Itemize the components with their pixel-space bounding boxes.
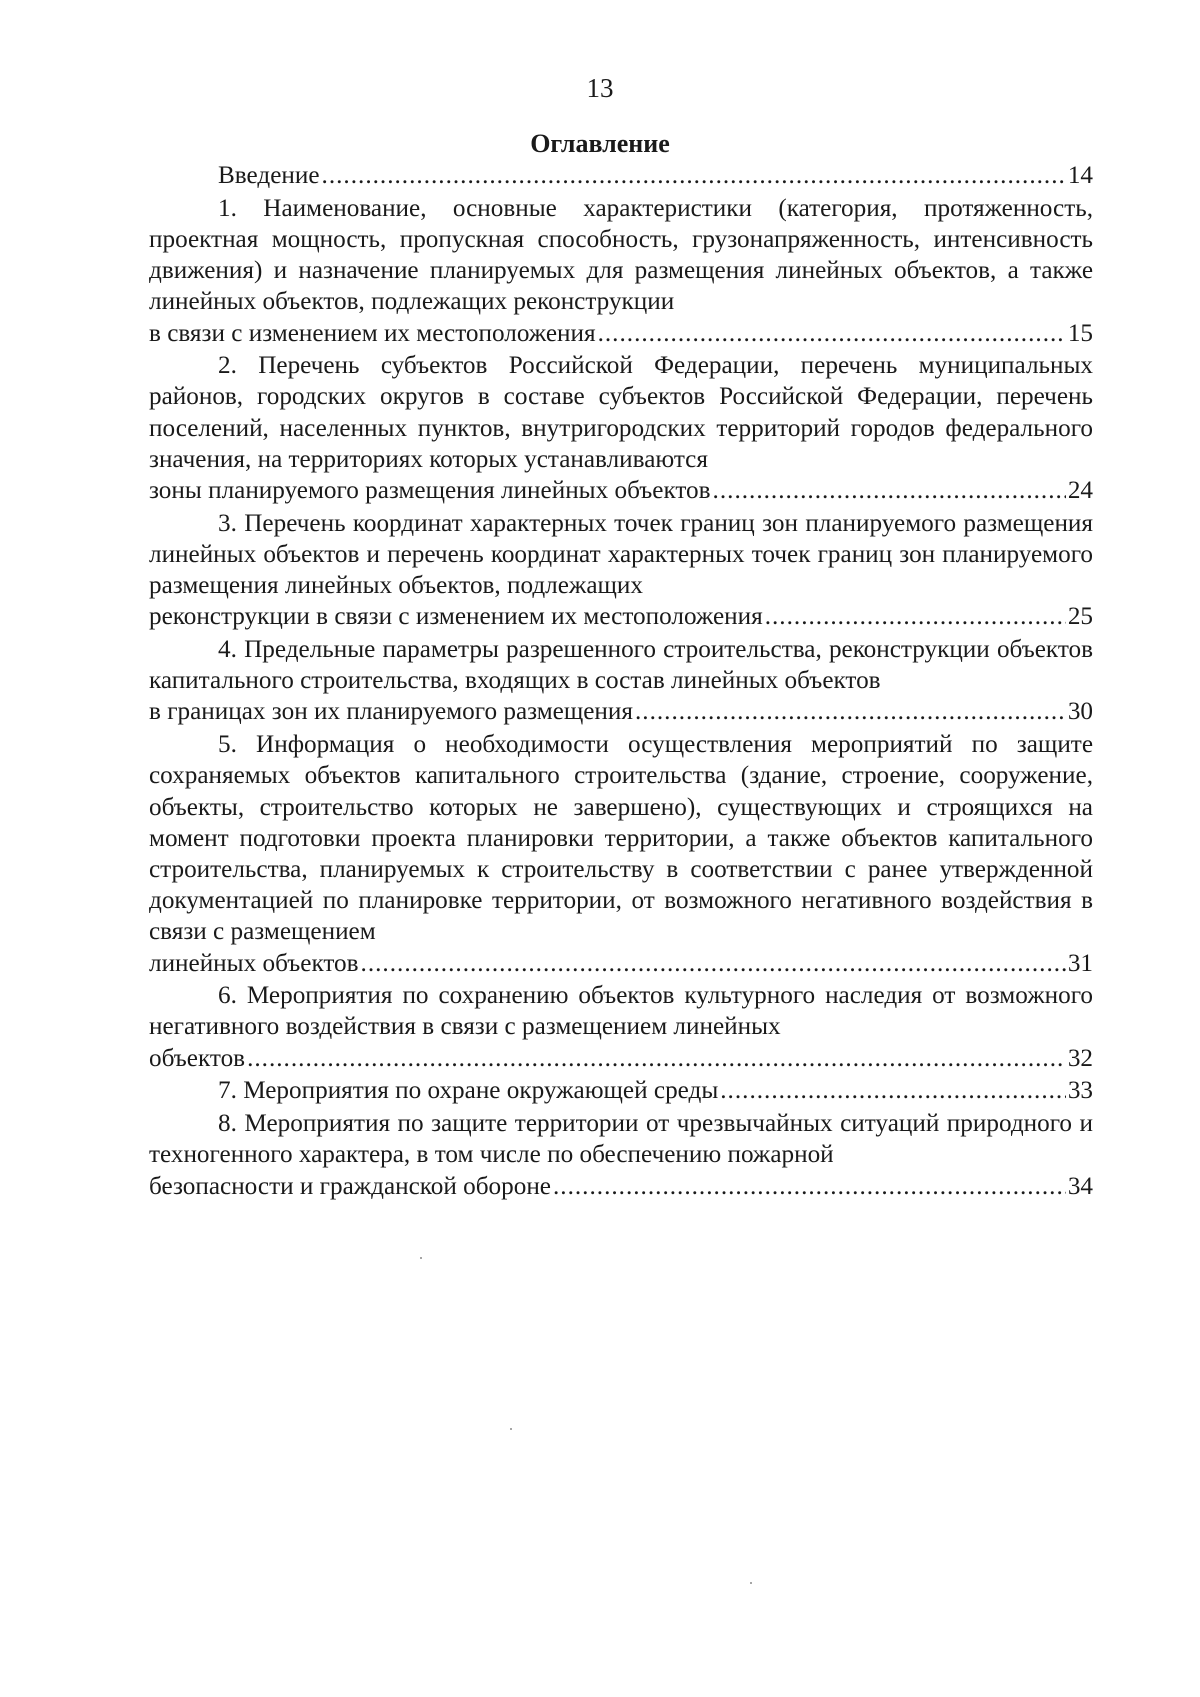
toc-entry-text: 5. Информация о необходимости осуществления мероприятий по защите сохраняемых объектов капитального строительства (здание, строение, сооружение, объекты, строительство которых не завершено), существующих и строящихся на момент подготовки проекта планировки территории, а также объектов капитального строительства, планируемых к строительству в соответствии с ранее утвержденной документацией по планировке территории, от возможного негативного воздействия в связи с размещением (149, 731, 1093, 946)
toc-entry-text: 4. Предельные параметры разрешенного строительства, реконструкции объектов капитального строительства, входящих в состав линейных объектов (149, 636, 1093, 695)
dot-leader (720, 1075, 1066, 1106)
toc-entry-line (149, 696, 1093, 727)
toc-entry-page: 34 (1067, 1172, 1093, 1200)
dot-leader (598, 318, 1066, 349)
toc-entry-line (149, 318, 1093, 349)
toc-entry-line (149, 601, 1093, 632)
toc-entry-text: 8. Мероприятия по защите территории от чрезвычайных ситуаций природного и техногенного характера, в том числе по обеспечению пожарной (149, 1110, 1093, 1169)
toc-entry-page: 15 (1067, 319, 1093, 347)
toc-entry-page: 32 (1067, 1044, 1093, 1072)
toc-entry-1[interactable] (149, 193, 1093, 349)
toc-entry-text: 3. Перечень координат характерных точек границ зон планируемого размещения линейных объектов и перечень координат характерных точек границ зон планируемого размещения линейных объектов, подлежащих (149, 509, 1093, 600)
toc-entry-page: 31 (1067, 949, 1093, 977)
toc-entry-title-end: безопасности и гражданской обороне (149, 1172, 551, 1200)
dot-leader (635, 696, 1066, 727)
toc-entry-5[interactable] (149, 729, 1093, 979)
toc-entry-page: 24 (1067, 477, 1093, 505)
toc-entry-title: 7. Мероприятия по охране окружающей среды (218, 1077, 719, 1105)
toc-entry-6[interactable] (149, 980, 1093, 1074)
toc-entry-line (149, 1075, 1093, 1106)
dot-leader (553, 1171, 1066, 1202)
toc-entry-title-end: линейных объектов (149, 949, 359, 977)
toc-title: Оглавление (530, 129, 670, 158)
toc-entry-text: 6. Мероприятия по сохранению объектов культурного наследия от возможного негативного воздействия в связи с размещением линейных (149, 982, 1093, 1041)
toc-entry-title-end: реконструкции в связи с изменением их местоположения (149, 603, 763, 631)
toc-entry-line (149, 160, 1093, 191)
toc-entry-line (149, 948, 1093, 979)
dot-leader (322, 160, 1066, 191)
dot-leader (361, 948, 1066, 979)
toc-entry-title-end: зоны планируемого размещения линейных объектов (149, 477, 711, 505)
toc-entry-title: Введение (218, 162, 320, 189)
toc-entry-4[interactable] (149, 634, 1093, 728)
dot-leader (247, 1043, 1066, 1074)
toc-entry-line (149, 1043, 1093, 1074)
toc-entry-introduction[interactable] (149, 160, 1093, 191)
toc-entry-page: 33 (1067, 1077, 1093, 1105)
toc-entry-text: 2. Перечень субъектов Российской Федерации, перечень муниципальных районов, городских округов в составе субъектов Российской Федерации, перечень поселений, населенных пунктов, внутригородских территорий городов федерального значения, на территориях которых устанавливаются (149, 352, 1093, 473)
scan-speck (420, 1257, 422, 1259)
toc-entry-page: 14 (1067, 162, 1093, 189)
dot-leader (713, 475, 1066, 506)
toc-entry-3[interactable] (149, 508, 1093, 633)
toc-entry-7[interactable] (149, 1075, 1093, 1106)
page-number: 13 (586, 73, 614, 103)
dot-leader (765, 601, 1066, 632)
toc-entry-line (149, 475, 1093, 506)
scan-speck (750, 1582, 752, 1584)
toc-entry-2[interactable] (149, 350, 1093, 506)
toc-entry-line (149, 1171, 1093, 1202)
toc-entry-page: 25 (1067, 603, 1093, 631)
toc-entry-8[interactable] (149, 1108, 1093, 1202)
toc-entry-title-end: объектов (149, 1044, 246, 1072)
toc-entry-title-end: в границах зон их планируемого размещения (149, 698, 633, 726)
scan-speck (510, 1428, 512, 1430)
toc-entry-text: 1. Наименование, основные характеристики (категория, протяженность, проектная мощность, пропускная способность, грузонапряженность, интенсивность движения) и назначение планируемых для размещения линейных объектов, а также линейных объектов, подлежащих реконструкции (149, 194, 1093, 316)
table-of-contents (149, 160, 1093, 1203)
toc-entry-title-end: в связи с изменением их местоположения (149, 319, 596, 347)
toc-entry-page: 30 (1067, 698, 1093, 726)
